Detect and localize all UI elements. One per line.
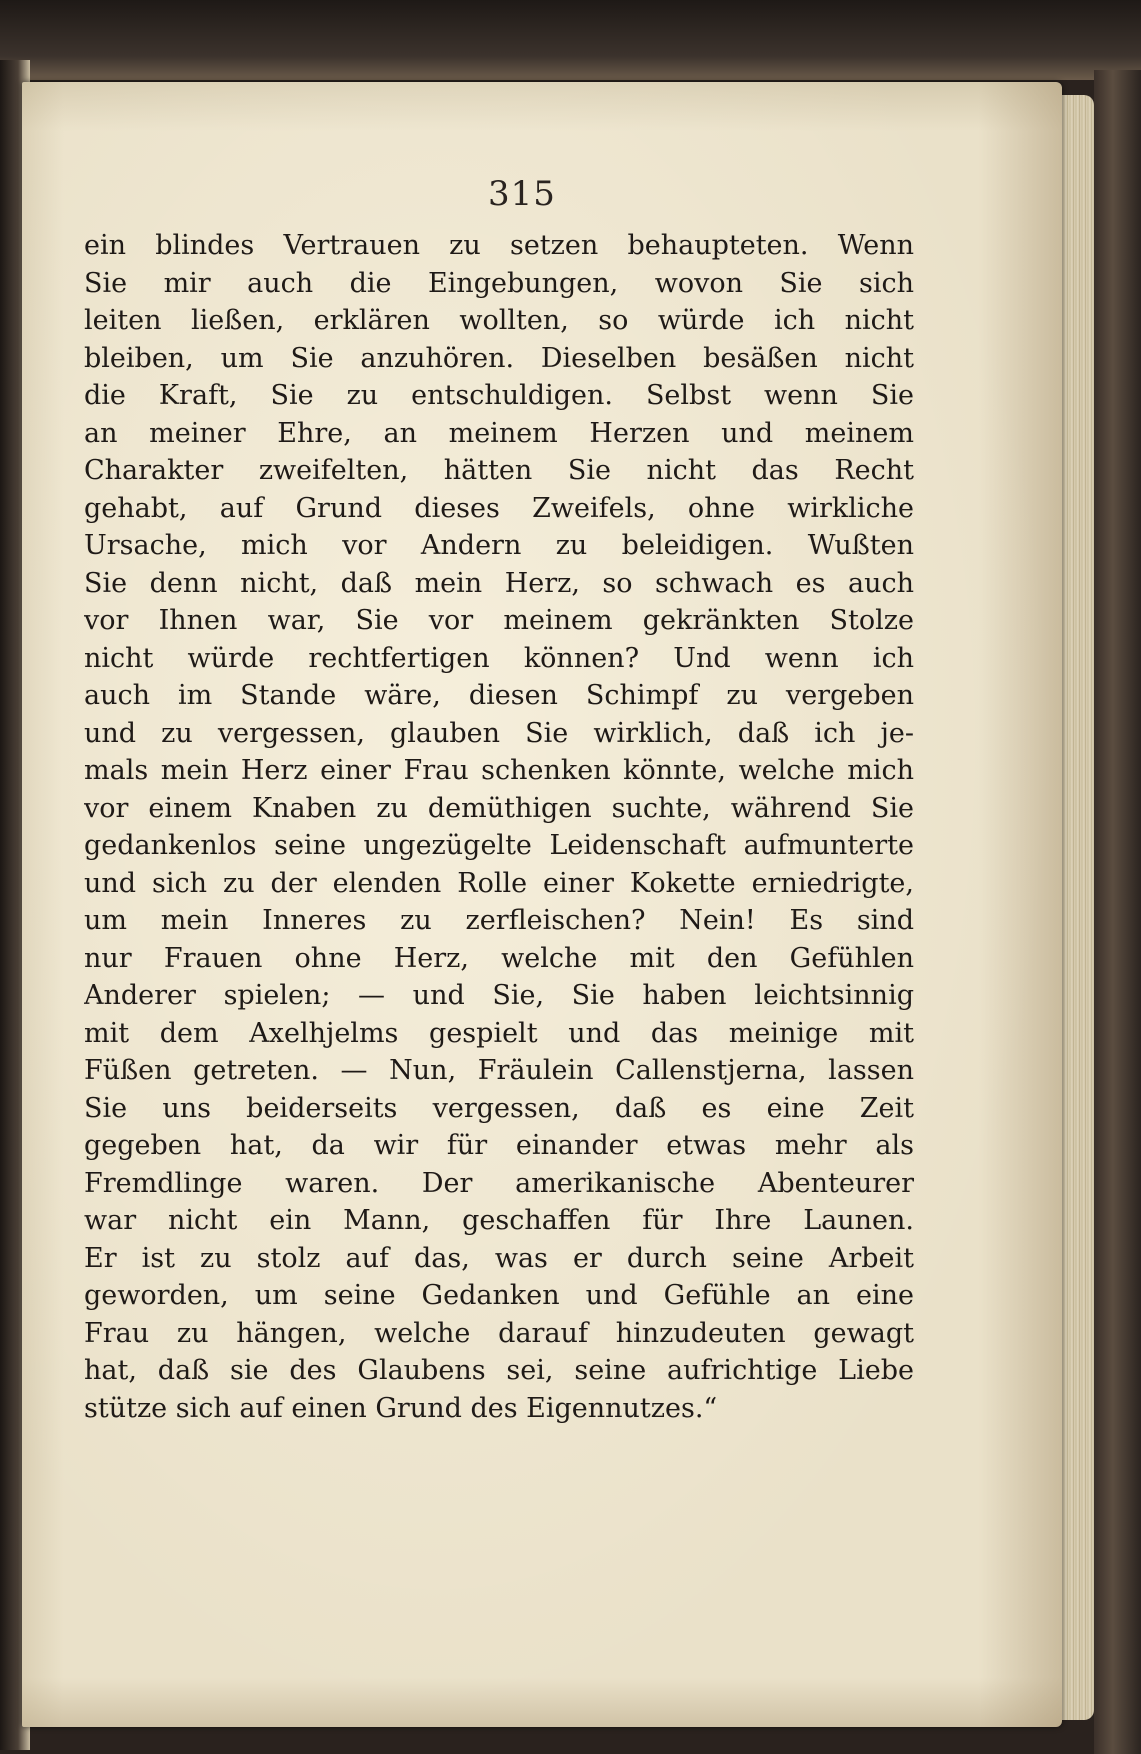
text-line: und sich zu der elenden Rolle einer Kokette erniedrigte, [84,867,914,899]
text-line: an meiner Ehre, an meinem Herzen und meinem [84,417,914,449]
book-page [22,82,1062,1727]
text-line: ein blindes Vertrauen zu setzen behaupteten. Wenn [84,230,914,261]
text-line: auch im Stande wäre, diesen Schimpf zu vergeben [84,680,914,711]
text-line: Fremdlinge waren. Der amerikanische Abenteurer [84,1167,914,1199]
text-line: hat, daß sie des Glaubens sei, seine aufrichtige Liebe [84,1355,914,1386]
text-line: Frau zu hängen, welche darauf hinzudeuten gewagt [84,1317,914,1349]
text-line: mit dem Axelhjelms gespielt und das meinige mit [84,1017,914,1049]
text-line: nicht würde rechtfertigen können? Und wenn ich [84,642,914,674]
text-line: Sie uns beiderseits vergessen, daß es eine Zeit [84,1092,914,1124]
text-line: die Kraft, Sie zu entschuldigen. Selbst wenn Sie [84,380,914,411]
book-cover-right [1094,70,1141,1754]
text-line: gedankenlos seine ungezügelte Leidenschaft aufmunterte [84,830,914,861]
page-stack-edges [1062,95,1094,1720]
text-line: Anderer spielen; — und Sie, Sie haben leichtsinnig [84,980,914,1011]
text-line: gehabt, auf Grund dieses Zweifels, ohne wirkliche [84,492,914,524]
text-line: mals mein Herz einer Frau schenken könnte, welche mich [84,755,914,786]
book-cover-top [0,0,1141,80]
page-number: 315 [488,174,556,214]
text-line: gegeben hat, da wir für einander etwas mehr als [84,1130,914,1161]
text-line: stütze sich auf einen Grund des Eigennutzes.“ [84,1392,718,1424]
text-line: um mein Inneres zu zerfleischen? Nein! Es sind [84,905,914,936]
text-line: Charakter zweifelten, hätten Sie nicht das Recht [84,455,914,486]
text-line: geworden, um seine Gedanken und Gefühle an eine [84,1280,914,1311]
text-line: bleiben, um Sie anzuhören. Dieselben besäßen nicht [84,342,914,374]
text-line: und zu vergessen, glauben Sie wirklich, daß ich je- [84,717,914,749]
text-line: Sie denn nicht, daß mein Herz, so schwach es auch [84,567,914,599]
text-line: nur Frauen ohne Herz, welche mit den Gefühlen [84,942,914,974]
text-line: Füßen getreten. — Nun, Fräulein Callenstjerna, lassen [84,1055,914,1086]
text-line: vor einem Knaben zu demüthigen suchte, während Sie [84,792,914,824]
body-text [84,227,914,1427]
text-line: war nicht ein Mann, geschaffen für Ihre Launen. [84,1205,914,1236]
text-line: leiten ließen, erklären wollten, so würde ich nicht [84,305,914,336]
text-line: Sie mir auch die Eingebungen, wovon Sie sich [84,267,914,299]
text-line: vor Ihnen war, Sie vor meinem gekränkten Stolze [84,605,914,636]
text-line: Er ist zu stolz auf das, was er durch seine Arbeit [84,1242,914,1274]
text-line: Ursache, mich vor Andern zu beleidigen. Wußten [84,530,914,561]
